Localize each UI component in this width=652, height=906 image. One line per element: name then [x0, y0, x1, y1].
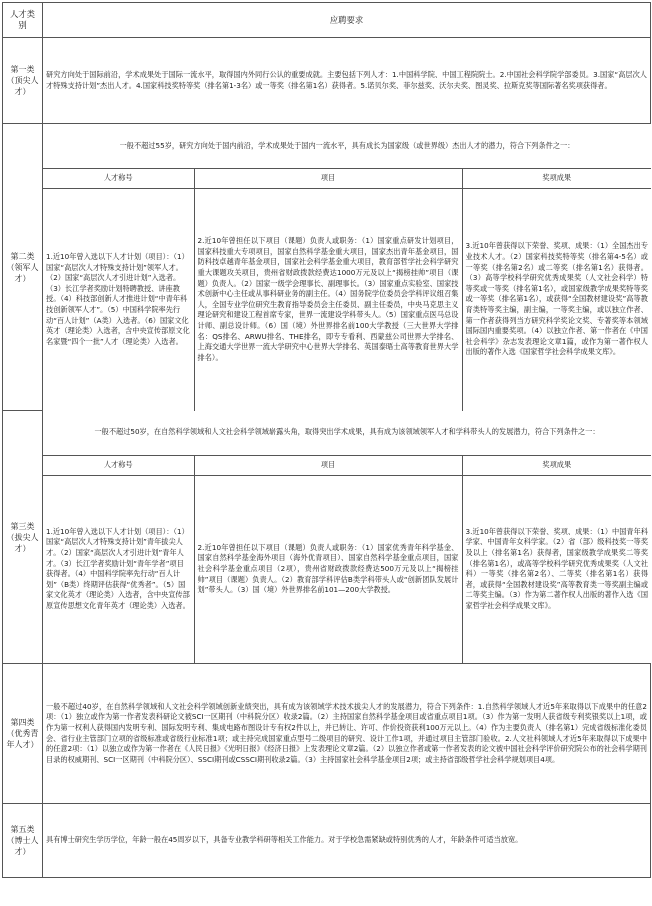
category-label-3: 第三类（拔尖人才）: [3, 411, 43, 664]
category-text-4: 一般不超过40岁，在自然科学领域和人文社会科学领域创新业绩突出，具有成为该领域学术技术拔尖人才的发展潜力，符合下列条件：1.自然科学领域人才近5年来取得以下成果中的任意2项：（1）独立或作为第一作者发表科研论文被SCI一区期刊（中科院分区）收录2篇。（2）主持国家自然科学基金项目或省重点项目1项。（3）作为第一发明人获省级专利奖银奖以上1项，或作为第一权利人获得国内发明专利、国际发明专利、集成电路布图设计专有权2件以上，并已转让、许可、作价投资获利100万元以上。（4）作为主要负责人（排名第1）完成省级标准化委员会、省行业主管部门立项的省级标准或省级行业标准1项；或主持完成国家重点型号二级项目的研究、设计工作1项，并通过项目主管部门验收。2.人文社科领域人才近5年来取得以下成果中的任意2项：（1）以独立或作为第一作者在《人民日报》《光明日报》《经济日报》上发表理论文章2篇。（2）以独立作者或第一作者发表的论文被中国社会科学评价研究院公布的社会科学期刊目录的权威期刊、SCI一区期刊（中科院分区）、SSCI期刊或CSSCI期刊收录2篇。（3）主持国家社会科学基金项目2项；或主持省部级哲学社会科学规划项目4项。: [43, 664, 651, 804]
category-row-1: [3, 38, 651, 124]
col-title-project-3: 项目: [194, 455, 462, 475]
category-intro-3: 一般不超过50岁，在自然科学领域和人文社会科学领域崭露头角，取得突出学术成果，具有成为该领域领军人才和学科带头人的发展潜力，符合下列条件之一：: [43, 411, 651, 456]
category-row-4: [3, 664, 651, 804]
category-row-3: [3, 411, 651, 664]
category-text-1: 研究方向处于国际前沿，学术成果处于国际一流水平，取得国内外同行公认的重要成就。主要包括下列人才：1.中国科学院、中国工程院院士。2.中国社会科学院学部委员。3.国家“高层次人才特殊支持计划”杰出人才。4.国家科技奖特等奖（排名第1-3名）或一等奖（排名第1名）获得者。5.诺贝尔奖、菲尔兹奖、沃尔夫奖、图灵奖、拉斯克奖等国际著名奖项获得者。: [43, 38, 651, 124]
cat2-projects: 2.近10年曾担任以下项目（课题）负责人或职务：（1）国家重点研发计划项目，国家科技重大专项项目，国家自然科学基金重大项目，国家杰出青年基金项目，国防科技卓越青年基金项目，国家社会科学基金重大项目，教育部哲学社会科学研究重大课题攻关项目，贵州省财政拨款经费达1000万元及以上“揭榜挂帅”项目（课题）负责人。（2）国家一级学会理事长、副理事长。（3）国家重点实验室、国家技术创新中心主任或从事科研业务的副主任。（4）国务院学位委员会学科评议组召集人，全国专业学位研究生教育指导委员会主任委员、副主任委员，中央马克思主义理论研究和建设工程首席专家，世界一流建设学科带头人。（5）国家重点医马总设计师、副总设计师。（6）国（境）外世界排名前100大学教授（三大世界大学排名：QS排名、ARWU排名、THE排名，即专专看利、西蒙兹公司世界大学排名、上海交通大学世界一流大学研究中心世界大学排名、英国泰晤士高等教育世界大学排名）。: [194, 189, 462, 411]
cat2-awards: 3.近10年曾获得以下荣誉、奖项、成果：（1）全国杰出专业技术人才。（2）国家科技奖特等奖（排名第4-5名）或一等奖（排名第2名）或二等奖（排名第1名）获得者。（3）高等学校科学研究优秀成果奖（人文社会科学）特等奖或一等奖（排名第1名），或国家级教学成果奖特等奖或一等奖（排名第1名），或获得“全国教材建设奖”高等教育类特等奖主编，副主编，一等奖主编，或以独立作者、第一作者获得列当方研究科学奖论文奖、专著奖等本领域国际国内重要奖项。（4）以独立作者、第一作者在《中国社会科学》杂志发表理论文章1篇，或作为第一著作权人出版的著作入选《国家哲学社会科学成果文库》。: [465, 241, 648, 357]
header-category: 人才类别: [3, 3, 43, 38]
requirements-table: [2, 2, 651, 878]
cat3-projects: 2.近10年曾担任以下项目（课题）负责人或职务：（1）国家优秀青年科学基金、国家自然科学基金海外项目（海外优青项目）、国家自然科学基金重点项目，国家社会科学基金重点项目（2项），贵州省财政拨款经费达500万元及以上“揭榜挂帅”项目（课题）负责人。（2）教育部学科评估B类学科带头人或“创新团队发展计划”带头人。（3）国（境）外世界排名前101—200大学教授。: [194, 475, 462, 663]
category-2-subtable: [43, 124, 651, 411]
category-row-2: [3, 124, 651, 411]
category-label-5: 第五类（博士人才）: [3, 804, 43, 878]
category-label-2: 第二类（领军人才）: [3, 124, 43, 411]
header-requirement: 应聘要求: [43, 3, 651, 38]
col-title-project: 项目: [194, 169, 462, 189]
cat2-titles: 1.近10年曾入选以下人才计划（项目）：（1）国家“高层次人才特殊支持计划”领军人才。（2）国家“高层次人才引进计划”入选者。（3）长江学者奖励计划特聘教授、讲座教授。（4）科技部创新人才推进计划“中青年科技创新领军人才”。（5）中国科学院率先行动“百人计划”（A类）入选者。（6）国家文化英才（理论类）入选者，含中央宣传部原文化名家暨“四个一批”人才（理论类）入选者。: [43, 189, 194, 411]
col-title-award-3: 奖项成果: [462, 455, 651, 475]
col-title-award: 奖项成果: [462, 169, 651, 189]
col-title-honor: 人才称号: [43, 169, 194, 189]
category-label-1: 第一类（顶尖人才）: [3, 38, 43, 124]
category-row-5: [3, 804, 651, 878]
category-3-subtable: [43, 411, 651, 664]
category-text-5: 具有博士研究生学历学位，年龄一般在45周岁以下，具备专业教学科研等相关工作能力。对于学校急需紧缺或特别优秀的人才，年龄条件可适当放宽。: [43, 804, 651, 878]
cat3-titles: 1.近10年曾入选以下人才计划（项目）：（1）国家“高层次人才特殊支持计划”青年拔尖人才。（2）国家“高层次人才引进计划”青年人才。（3）长江学者奖励计划“青年学者”项目获得者。（4）中国科学院率先行动“百人计划”（B类）终期评估获得“优秀者”。（5）国家文化英才（理论类）入选者，含中央宣传部原宣传思想文化青年英才（理论类）入选者。: [43, 475, 194, 663]
cat3-awards: 3.近10年曾获得以下荣誉、奖项、成果：（1）中国青年科学家、中国青年女科学家。（2）省（部）级科技奖一等奖及以上（排名第1名）获得者，国家级教学成果奖二等奖（排名第1名），或高等学校科学研究优秀成果奖（人文社科）一等奖（排名第2名）、二等奖（排名第1名）获得者，或获得“全国教材建设奖”高等教育类一等奖副主编或二等奖主编。（3）作为第二著作权人出版的著作入选《国家哲学社会科学成果文库》。: [465, 526, 649, 611]
col-title-honor-3: 人才称号: [43, 455, 194, 475]
table-header-row: [3, 3, 651, 38]
recruitment-requirements-document: [2, 2, 650, 904]
category-intro-2: 一般不超过55岁，研究方向处于国内前沿，学术成果处于国内一流水平，具有成长为国家级（或世界级）杰出人才的潜力，符合下列条件之一：: [43, 124, 651, 169]
category-label-4: 第四类（优秀青年人才）: [3, 664, 43, 804]
